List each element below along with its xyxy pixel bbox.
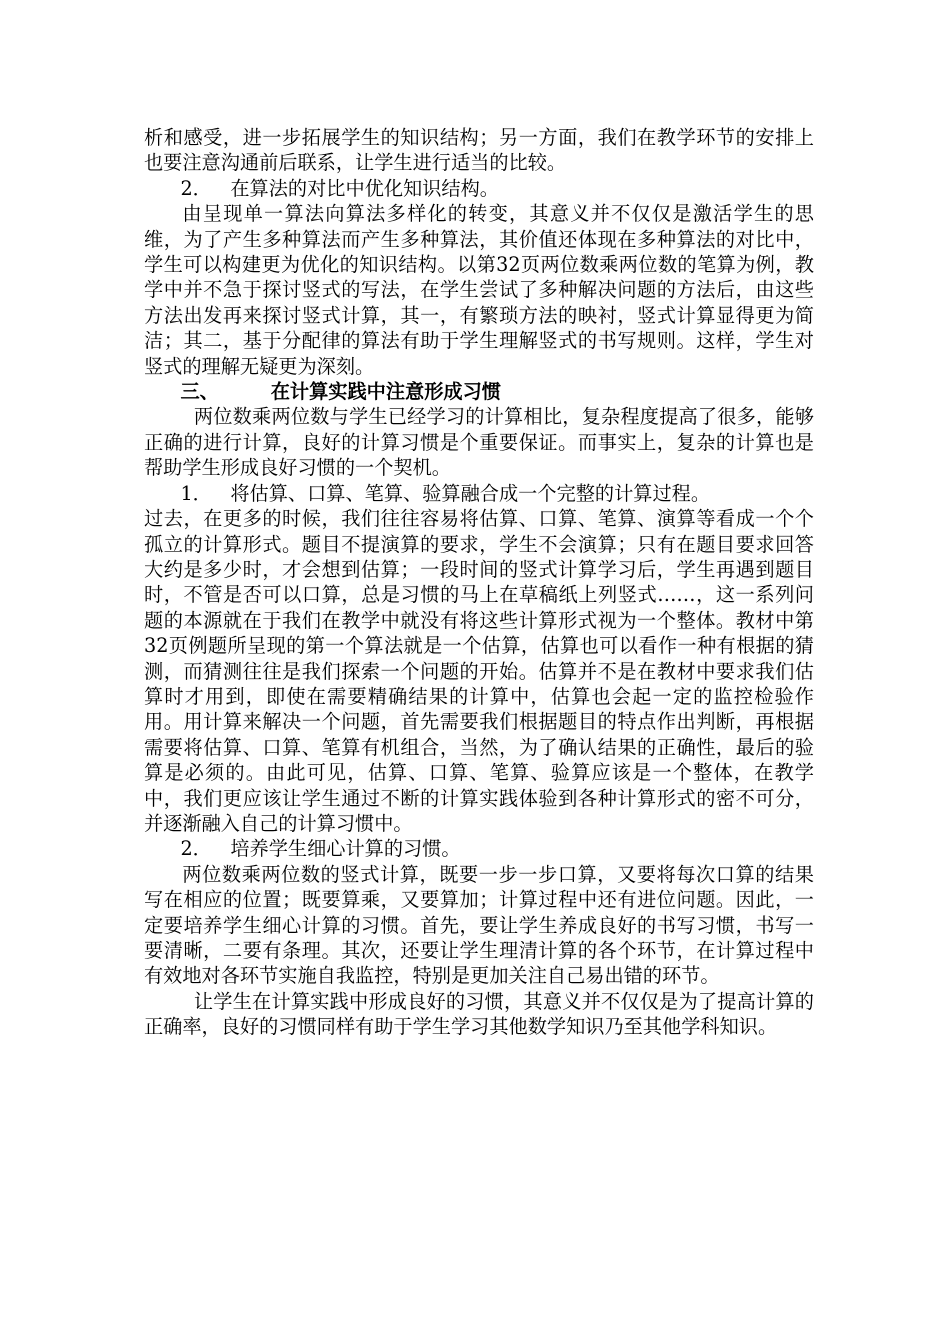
list-item-text: 将估算、口算、笔算、验算融合成一个完整的计算过程。 (230, 481, 711, 505)
paragraph-habits-intro: 两位数乘两位数与学生已经学习的计算相比，复杂程度提高了很多，能够正确的进行计算，良好的计算习惯是个重要保证。而事实上，复杂的计算也是帮助学生形成良好习惯的一个契机。 (144, 405, 814, 480)
list-item-number: 2． (180, 837, 212, 861)
list-item-2-algorithm-comparison (144, 176, 814, 201)
paragraph-vertical-calculation: 两位数乘两位数的竖式计算，既要一步一步口算，又要将每次口算的结果写在相应的位置；既要算乘，又要算加；计算过程中还有进位问题。因此，一定要培养学生细心计算的习惯。首先，要让学生养成良好的书写习惯，书写一要清晰，二要有条理。其次，还要让学生理清计算的各个环节，在计算过程中有效地对各环节实施自我监控，特别是更加关注自己易出错的环节。 (144, 862, 814, 988)
paragraph-conclusion: 让学生在计算实践中形成良好的习惯，其意义并不仅仅是为了提高计算的正确率，良好的习惯同样有助于学生学习其他数学知识乃至其他学科知识。 (144, 989, 814, 1039)
paragraph-intro-continued: 析和感受，进一步拓展学生的知识结构；另一方面，我们在教学环节的安排上也要注意沟通前后联系，让学生进行适当的比较。 (144, 126, 814, 175)
section-heading-3 (144, 379, 814, 404)
list-item-number: 2． (180, 176, 212, 200)
list-item-2-careful-calculation (144, 836, 814, 861)
list-item-text: 培养学生细心计算的习惯。 (230, 837, 461, 861)
paragraph-algorithm-diversity: 由呈现单一算法向算法多样化的转变，其意义并不仅仅是激活学生的思维，为了产生多种算法而产生多种算法，其价值还体现在多种算法的对比中，学生可以构建更为优化的知识结构。以第32页两位数乘两位数的笔算为例，教学中并不急于探讨竖式的写法，在学生尝试了多种解决问题的方法后，由这些方法出发再来探讨竖式计算，其一，有繁琐方法的映衬，竖式计算显得更为简洁；其二，基于分配律的算法有助于学生理解竖式的书写规则。这样，学生对竖式的理解无疑更为深刻。 (144, 202, 814, 378)
paragraph-estimation: 过去，在更多的时候，我们往往容易将估算、口算、笔算、演算等看成一个个孤立的计算形式。题目不提演算的要求，学生不会演算；只有在题目要求回答大约是多少时，才会想到估算；一段时间的竖式计算学习后，学生再遇到题目时，不管是否可以口算，总是习惯的马上在草稿纸上列竖式……，这一系列问题的本源就在于我们在教学中就没有将这些计算形式视为一个整体。教材中第32页例题所呈现的第一个算法就是一个估算，估算也可以看作一种有根据的猜测，而猜测往往是我们探索一个问题的开始。估算并不是在教材中要求我们估算时才用到，即使在需要精确结果的计算中，估算也会起一定的监控检验作用。用计算来解决一个问题，首先需要我们根据题目的特点作出判断，再根据需要将估算、口算、笔算有机组合，当然，为了确认结果的正确性，最后的验算是必须的。由此可见，估算、口算、笔算、验算应该是一个整体，在教学中，我们更应该让学生通过不断的计算实践体验到各种计算形式的密不可分，并逐渐融入自己的计算习惯中。 (144, 507, 814, 835)
list-item-number: 1． (180, 481, 212, 505)
list-item-text: 在算法的对比中优化知识结构。 (230, 176, 499, 200)
list-item-1-integrated-calculation (144, 481, 814, 506)
section-heading-text: 在计算实践中注意形成习惯 (270, 380, 501, 404)
section-heading-number: 三、 (180, 380, 219, 404)
document-page (144, 125, 814, 1040)
